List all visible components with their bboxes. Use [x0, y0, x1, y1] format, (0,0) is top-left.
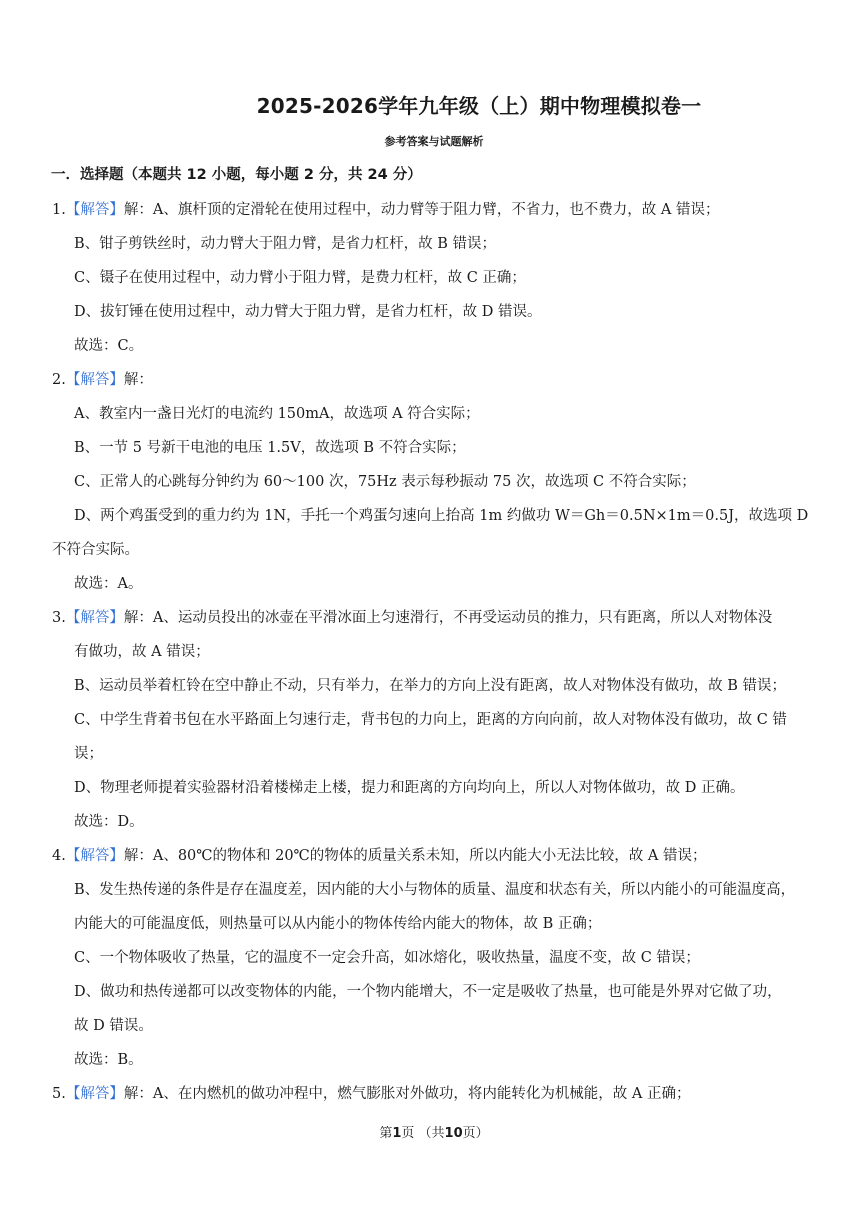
question-1-answer: 故选：C。	[74, 338, 144, 354]
question-2-option-c: C、正常人的心跳每分钟约为 60～100 次，75Hz 表示每秒振动 75 次，故选项 C 不符合实际；	[74, 474, 696, 490]
question-1-option-c: C、镊子在使用过程中，动力臂小于阻力臂，是费力杠杆，故 C 正确；	[74, 270, 526, 286]
question-2-answer: 故选：A。	[74, 576, 143, 592]
question-1-line	[0, 193, 868, 227]
question-4-option-d-cont: 故 D 错误。	[74, 1018, 153, 1034]
question-text: 解：A、运动员投出的冰壶在平滑冰面上匀速滑行，不再受运动员的推力，只有距离，所以人对物体没	[123, 610, 773, 626]
footer-middle: 页 （共	[401, 1126, 445, 1141]
footer-total-pages: 10	[444, 1126, 463, 1141]
section-heading: 一．选择题（本题共 12 小题，每小题 2 分，共 24 分）	[51, 167, 422, 183]
question-number: 3.	[52, 610, 66, 626]
question-4-option-b-cont: 内能大的可能温度低，则热量可以从内能小的物体传给内能大的物体，故 B 正确；	[74, 916, 602, 932]
answer-tag: 【解答】	[65, 610, 124, 626]
question-3-answer: 故选：D。	[74, 814, 144, 830]
question-3-option-c: C、中学生背着书包在水平路面上匀速行走，背书包的力向上，距离的方向向前，故人对物体没有做功，故 C 错	[74, 712, 787, 728]
question-5-line	[0, 1077, 868, 1111]
question-number: 5.	[52, 1086, 66, 1102]
footer-page-number: 1	[392, 1126, 402, 1141]
question-number: 4.	[52, 848, 66, 864]
question-3-option-b: B、运动员举着杠铃在空中静止不动，只有举力，在举力的方向上没有距离，故人对物体没有做功，故 B 错误；	[74, 678, 787, 694]
question-4-line	[0, 839, 868, 873]
answer-tag: 【解答】	[65, 1086, 124, 1102]
question-4-answer: 故选：B。	[74, 1052, 143, 1068]
question-4-option-c: C、一个物体吸收了热量，它的温度不一定会升高，如冰熔化，吸收热量，温度不变，故 C 错误；	[74, 950, 700, 966]
question-3-line-cont: 有做功，故 A 错误；	[74, 644, 210, 660]
answer-content	[0, 193, 868, 1111]
answer-tag: 【解答】	[65, 202, 124, 218]
question-4-option-d: D、做功和热传递都可以改变物体的内能，一个物内能增大，不一定是吸收了热量，也可能是外界对它做了功，	[74, 984, 782, 1000]
question-4-option-b: B、发生热传递的条件是存在温度差，因内能的大小与物体的质量、温度和状态有关，所以内能小的可能温度高，	[74, 882, 796, 898]
question-text: 解：	[123, 372, 153, 388]
question-text: 解：A、在内燃机的做功冲程中，燃气膨胀对外做功，将内能转化为机械能，故 A 正确；	[123, 1086, 691, 1102]
question-number: 2.	[52, 372, 66, 388]
question-3-line	[0, 601, 868, 635]
question-1-option-b: B、钳子剪铁丝时，动力臂大于阻力臂，是省力杠杆，故 B 错误；	[74, 236, 497, 252]
page-footer	[0, 1122, 868, 1141]
question-2-option-d: D、两个鸡蛋受到的重力约为 1N，手托一个鸡蛋匀速向上抬高 1m 约做功 W＝Gh＝0.5N×1m＝0.5J，故选项 D	[74, 508, 809, 524]
question-text: 解：A、80℃的物体和 20℃的物体的质量关系未知，所以内能大小无法比较，故 A 错误；	[123, 848, 707, 864]
question-3-option-c-cont: 误；	[74, 746, 103, 762]
footer-suffix: 页）	[462, 1126, 489, 1141]
answer-tag: 【解答】	[65, 372, 124, 388]
question-2-option-d-cont: 不符合实际。	[52, 542, 139, 558]
question-number: 1.	[52, 202, 66, 218]
question-2-line	[0, 363, 868, 397]
page-subtitle: 参考答案与试题解析	[384, 135, 484, 148]
footer-prefix: 第	[379, 1126, 393, 1141]
question-2-option-a: A、教室内一盏日光灯的电流约 150mA，故选项 A 符合实际；	[74, 406, 480, 422]
question-1-option-d: D、拔钉锤在使用过程中，动力臂大于阻力臂，是省力杠杆，故 D 错误。	[74, 304, 542, 320]
question-text: 解：A、旗杆顶的定滑轮在使用过程中，动力臂等于阻力臂，不省力，也不费力，故 A 错误；	[123, 202, 720, 218]
question-2-option-b: B、一节 5 号新干电池的电压 1.5V，故选项 B 不符合实际；	[74, 440, 466, 456]
question-3-option-d: D、物理老师提着实验器材沿着楼梯走上楼，提力和距离的方向均向上，所以人对物体做功，故 D 正确。	[74, 780, 745, 796]
answer-tag: 【解答】	[65, 848, 124, 864]
page-title: 2025-2026学年九年级（上）期中物理模拟卷一	[256, 94, 702, 118]
